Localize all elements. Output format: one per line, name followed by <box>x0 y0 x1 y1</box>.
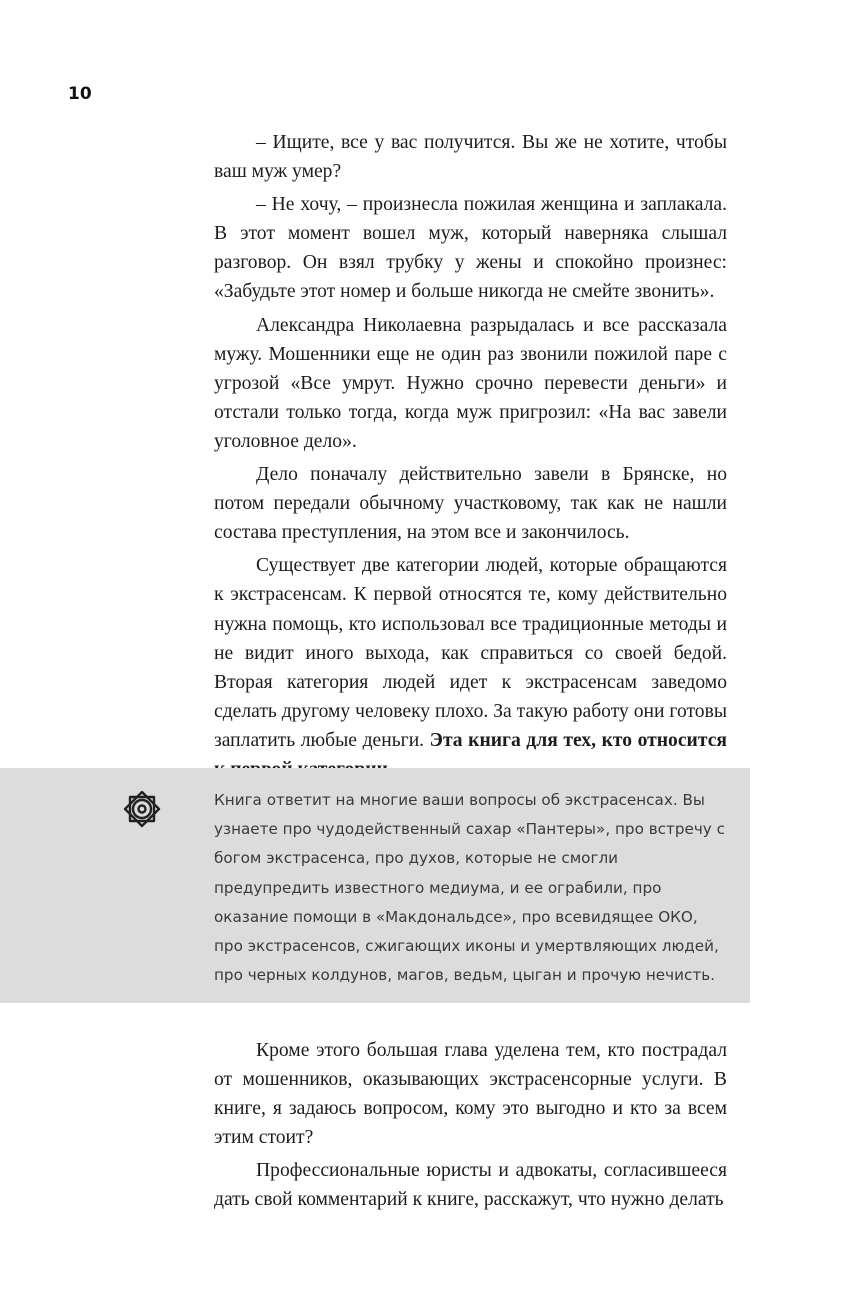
paragraph-with-emphasis <box>214 551 727 784</box>
callout-text: Книга ответит на многие ваши вопросы об экстрасенсах. Вы узнаете про чудодейственный сахар «Пантеры», про встречу с богом экстрасенса, про духов, которые не смогли предупредить известного медиума, и ее ограбили, про оказание помощи в «Макдональдсе», про всевидящее ОКО, про экстрасенсов, сжигающих иконы и умертвляющих людей, про черных колдунов, магов, ведьм, цыган и прочую нечисть. <box>214 791 725 985</box>
star-of-lakshmi-icon <box>122 789 162 829</box>
paragraph: Александра Николаевна разрыдалась и все рассказала мужу. Мошенники еще не один раз звонили пожилой паре с угрозой «Все умрут. Нужно срочно перевести деньги» и отстали только тогда, когда муж пригрозил: «На вас завели уголовное дело». <box>214 314 727 452</box>
page-number: 10 <box>68 84 92 104</box>
paragraph: – Ищите, все у вас получится. Вы же не хотите, чтобы ваш муж умер? <box>214 132 727 183</box>
bold-sentence: Эта книга для тех, кто относится <box>429 729 727 751</box>
paragraph: – Не хочу, – произнесла пожилая женщина и заплакала. В этот момент вошел муж, который наверняка слышал разговор. Он взял трубку у жены и спокойно произнес: «Забудьте этот номер и больше никогда не смейте звонить». <box>214 194 727 303</box>
main-text-bottom <box>214 1036 727 1215</box>
main-text-top <box>214 128 727 784</box>
paragraph: Дело поначалу действительно завели в Брянске, но потом передали обычному участковому, так как не нашли состава преступления, на этом все и закончилось. <box>214 464 727 544</box>
paragraph: Профессиональные юристы и адвокаты, согласившееся дать свой комментарий к книге, расскажут, что нужно делать <box>214 1160 727 1211</box>
paragraph-text: Существует две категории людей, которые обращаются к экстрасенсам. К первой относятся те, кому действительно нужна помощь, кто использовал все традиционные методы и не видит иного выхода, как справиться со своей бедой. Вторая категория людей идет к экстрасенсам заведомо сделать другому человеку плохо. За такую работу они готовы заплатить любые деньги. <box>214 555 727 751</box>
paragraph: Кроме этого большая глава уделена тем, кто пострадал от мошенников, оказывающих экстрасенсорные услуги. В книге, я задаюсь вопросом, кому это выгодно и кто за всем этим стоит? <box>214 1040 727 1149</box>
